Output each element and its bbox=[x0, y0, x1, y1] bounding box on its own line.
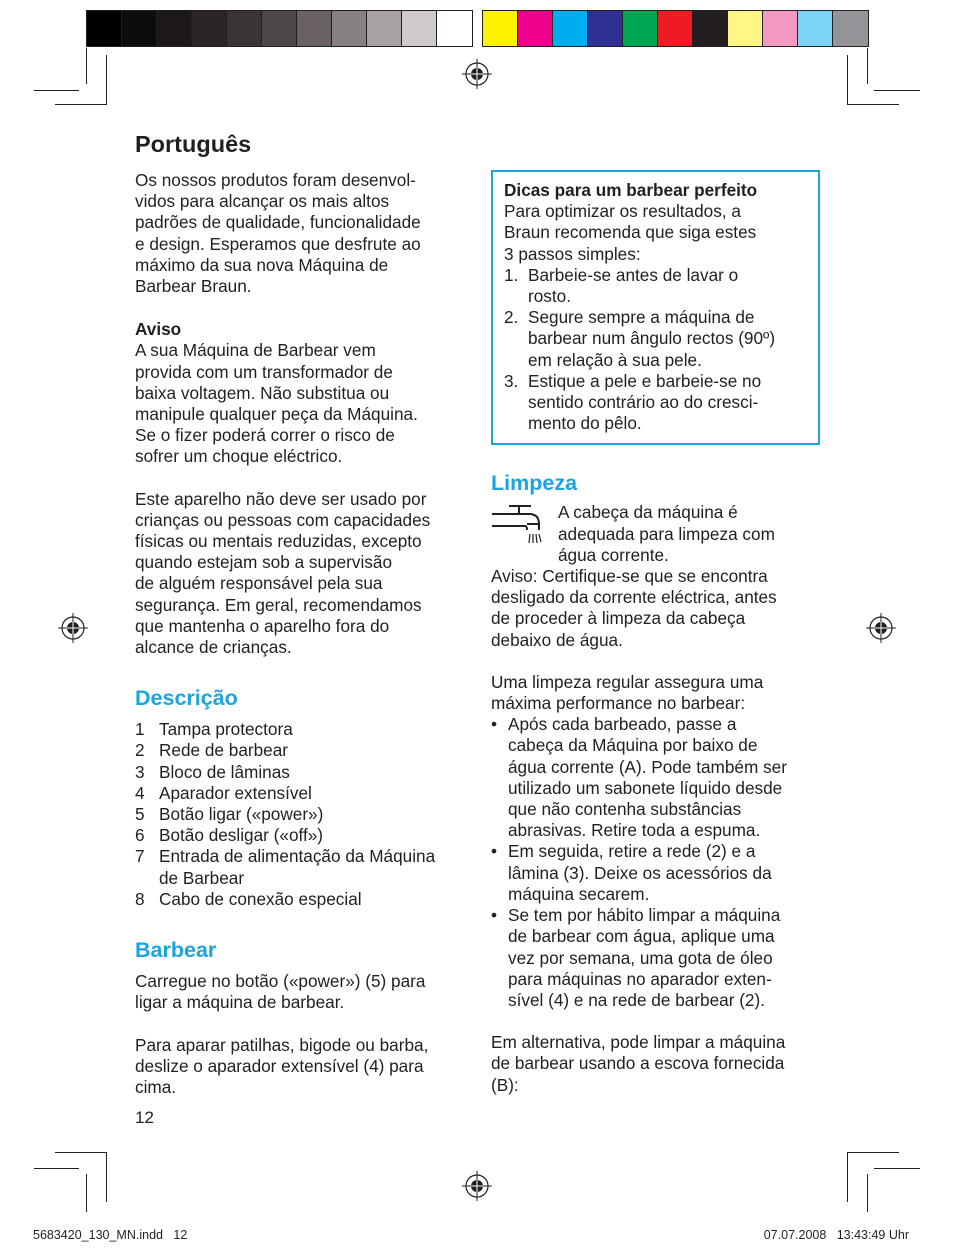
list-item bbox=[135, 740, 470, 761]
bullet-item bbox=[491, 714, 826, 841]
warning-heading: Aviso bbox=[135, 319, 182, 340]
cleaning-alternative: Em alternativa, pode limpar a máquina de barbear usando a escova fornecida (B): bbox=[491, 1032, 786, 1095]
color-swatch bbox=[437, 11, 472, 46]
list-item bbox=[135, 804, 470, 825]
tips-heading: Dicas para um barbear perfeito bbox=[504, 180, 758, 200]
registration-mark-icon bbox=[866, 613, 896, 643]
process-color-bar bbox=[482, 10, 869, 47]
color-swatch bbox=[763, 11, 798, 46]
footer-timestamp: 07.07.2008 13:43:49 Uhr bbox=[763, 1228, 909, 1242]
list-item bbox=[504, 265, 808, 307]
crop-mark bbox=[874, 90, 920, 91]
crop-mark bbox=[847, 1152, 848, 1202]
shaving-paragraph: Carregue no botão («power») (5) para ligar a máquina de barbear. bbox=[135, 971, 426, 1013]
list-item-text: Botão ligar («power») bbox=[159, 804, 324, 825]
crop-mark bbox=[847, 55, 848, 105]
color-swatch bbox=[122, 11, 157, 46]
crop-mark bbox=[847, 1152, 899, 1153]
bullet-item bbox=[491, 905, 826, 1011]
list-item-text: Tampa protectora bbox=[159, 719, 293, 740]
list-item bbox=[504, 371, 808, 435]
list-item-number: 1 bbox=[135, 719, 145, 740]
color-swatch bbox=[553, 11, 588, 46]
color-swatch bbox=[483, 11, 518, 46]
list-item-text: Rede de barbear bbox=[159, 740, 288, 761]
page-number: 12 bbox=[135, 1108, 154, 1127]
description-list bbox=[135, 719, 470, 910]
list-item-text: Entrada de alimentação da Máquina de Barbear bbox=[159, 846, 436, 888]
registration-mark-icon bbox=[462, 1171, 492, 1201]
list-item-text: Bloco de lâminas bbox=[159, 761, 290, 782]
warning-paragraph: A sua Máquina de Barbear vem provida com um transformador de baixa voltagem. Não substitua ou manipule qualquer peça da Máquina. Se o fizer poderá correr o risco de sofrer um choque eléctrico. bbox=[135, 340, 418, 467]
registration-mark-icon bbox=[462, 59, 492, 89]
color-swatch bbox=[658, 11, 693, 46]
color-swatch bbox=[693, 11, 728, 46]
color-swatch bbox=[87, 11, 122, 46]
cleaning-bullet-list bbox=[491, 714, 826, 1011]
bullet-text: Em seguida, retire a rede (2) e a lâmina (3). Deixe os acessórios da máquina secarem. bbox=[508, 841, 772, 904]
crop-mark bbox=[34, 90, 79, 91]
shaving-heading: Barbear bbox=[135, 938, 217, 963]
intro-paragraph: Os nossos produtos foram desenvol- vidos para alcançar os mais altos padrões de qualidade, funcionalidade e design. Esperamos que desfrute ao máximo da sua nova Máquina de Barbear Braun. bbox=[135, 170, 421, 297]
trimmer-paragraph: Para aparar patilhas, bigode ou barba, deslize o aparador extensível (4) para cima. bbox=[135, 1034, 429, 1097]
list-item bbox=[135, 889, 470, 910]
crop-mark bbox=[106, 1152, 107, 1202]
list-item bbox=[135, 762, 470, 783]
list-item-text: Cabo de conexão especial bbox=[159, 888, 362, 909]
bullet-icon: • bbox=[491, 905, 498, 926]
crop-mark bbox=[34, 1168, 79, 1169]
cleaning-warning: Aviso: Certifique-se que se encontra desligado da corrente eléctrica, antes de proceder à limpeza da cabeça debaixo de água. bbox=[491, 566, 777, 650]
children-paragraph: Este aparelho não deve ser usado por crianças ou pessoas com capacidades físicas ou mentais reduzidas, excepto quando estejam sob a supervisão de alguém responsável pela sua segurança. Em geral, recomendamos que mantenha o aparelho fora do alcance de crianças. bbox=[135, 488, 431, 658]
color-swatch bbox=[728, 11, 763, 46]
crop-mark bbox=[867, 48, 868, 84]
list-item-number: 2 bbox=[135, 740, 145, 761]
list-item-number: 3. bbox=[504, 370, 519, 391]
list-item-text: Segure sempre a máquina de barbear num ângulo rectos (90º) em relação à sua pele. bbox=[528, 307, 776, 370]
list-item bbox=[135, 783, 470, 804]
description-heading: Descrição bbox=[135, 686, 238, 711]
crop-mark bbox=[106, 55, 107, 105]
color-swatch bbox=[588, 11, 623, 46]
bullet-text: Se tem por hábito limpar a máquina de barbear com água, aplique uma vez por semana, uma gota de óleo para máquinas no aparador exten- sível (4) e na rede de barbear (2). bbox=[508, 905, 781, 1010]
crop-mark bbox=[55, 104, 107, 105]
list-item bbox=[135, 846, 470, 888]
color-swatch bbox=[367, 11, 402, 46]
list-item-number: 2. bbox=[504, 307, 519, 328]
list-item-text: Barbeie-se antes de lavar o rosto. bbox=[528, 264, 739, 307]
color-swatch bbox=[332, 11, 367, 46]
list-item-number: 6 bbox=[135, 825, 145, 846]
right-column bbox=[491, 170, 826, 1096]
list-item bbox=[504, 307, 808, 371]
page-title: Português bbox=[135, 131, 252, 157]
list-item-text: Estique a pele e barbeie-se no sentido contrário ao do cresci- mento do pêlo. bbox=[528, 370, 762, 434]
registration-mark-icon bbox=[58, 613, 88, 643]
cleaning-heading: Limpeza bbox=[491, 471, 578, 496]
bullet-icon: • bbox=[491, 714, 498, 735]
color-swatch bbox=[402, 11, 437, 46]
crop-mark bbox=[55, 1152, 107, 1153]
color-swatch bbox=[833, 11, 868, 46]
color-swatch bbox=[192, 11, 227, 46]
water-tap-icon bbox=[491, 502, 558, 564]
list-item-text: Aparador extensível bbox=[159, 782, 312, 803]
bullet-item bbox=[491, 841, 826, 905]
tips-intro: Para optimizar os resultados, a Braun recomenda que siga estes 3 passos simples: bbox=[504, 201, 757, 264]
tips-list bbox=[504, 265, 808, 435]
list-item bbox=[135, 719, 470, 740]
list-item-text: Botão desligar («off») bbox=[159, 825, 324, 846]
crop-mark bbox=[867, 1174, 868, 1212]
color-swatch bbox=[227, 11, 262, 46]
color-swatch bbox=[798, 11, 833, 46]
crop-mark bbox=[86, 1174, 87, 1212]
list-item-number: 5 bbox=[135, 804, 145, 825]
footer-filename: 5683420_130_MN.indd 12 bbox=[33, 1228, 188, 1242]
tips-box bbox=[491, 170, 820, 445]
grayscale-color-bar bbox=[86, 10, 473, 47]
list-item-number: 4 bbox=[135, 782, 145, 803]
left-column bbox=[135, 130, 470, 1098]
color-swatch bbox=[297, 11, 332, 46]
crop-mark bbox=[847, 104, 899, 105]
color-swatch bbox=[262, 11, 297, 46]
bullet-text: Após cada barbeado, passe a cabeça da Máquina por baixo de água corrente (A). Pode também ser utilizado um sabonete líquido desde que não contenha substâncias abrasivas. Retire toda a espuma. bbox=[508, 714, 787, 841]
cleaning-regular: Uma limpeza regular assegura uma máxima performance no barbear: bbox=[491, 671, 764, 714]
list-item-number: 8 bbox=[135, 888, 145, 909]
color-swatch bbox=[518, 11, 553, 46]
crop-mark bbox=[874, 1168, 920, 1169]
color-swatch bbox=[623, 11, 658, 46]
crop-mark bbox=[86, 48, 87, 84]
list-item-number: 3 bbox=[135, 761, 145, 782]
list-item bbox=[135, 825, 470, 846]
list-item-number: 7 bbox=[135, 846, 145, 867]
bullet-icon: • bbox=[491, 841, 498, 862]
list-item-number: 1. bbox=[504, 264, 519, 285]
cleaning-intro: A cabeça da máquina é adequada para limpeza com água corrente. bbox=[558, 502, 775, 565]
color-swatch bbox=[157, 11, 192, 46]
